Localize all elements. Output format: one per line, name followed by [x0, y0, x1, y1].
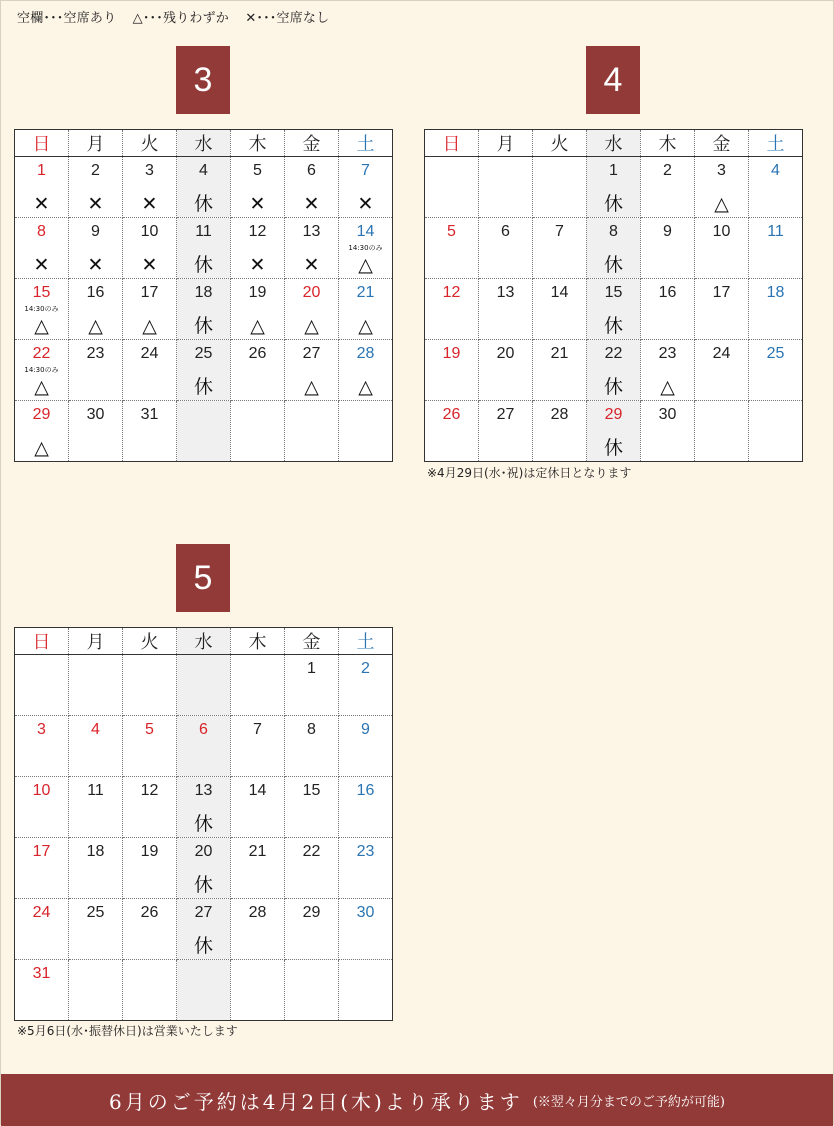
- day-cell: [533, 340, 587, 401]
- weekday-header-row: [15, 130, 393, 157]
- day-cell: [479, 279, 533, 340]
- day-number: 27: [194, 904, 213, 921]
- weekday-header: 水: [587, 130, 641, 157]
- day-number: 22: [604, 345, 623, 362]
- day-number: 2: [91, 162, 100, 179]
- day-cell: [587, 279, 641, 340]
- day-cell: [339, 401, 393, 462]
- week-row: [15, 340, 393, 401]
- full-mark: ✕: [141, 254, 158, 276]
- day-number: 6: [307, 162, 316, 179]
- day-number: 5: [145, 721, 154, 738]
- month-badge-may: 5: [176, 544, 230, 612]
- day-number: 13: [194, 782, 213, 799]
- weekday-header: 火: [123, 130, 177, 157]
- few-seats-mark: △: [660, 376, 675, 398]
- day-cell: [177, 279, 231, 340]
- month-badge-april: 4: [586, 46, 640, 114]
- day-number: 20: [194, 843, 213, 860]
- day-number: 17: [140, 284, 159, 301]
- day-cell: [69, 899, 123, 960]
- day-cell: [479, 218, 533, 279]
- availability-legend: [17, 7, 341, 26]
- full-mark: ✕: [87, 254, 104, 276]
- day-cell: [285, 340, 339, 401]
- day-number: 2: [663, 162, 672, 179]
- day-cell: [425, 340, 479, 401]
- day-cell: [587, 401, 641, 462]
- day-cell: [69, 157, 123, 218]
- full-mark: ✕: [303, 254, 320, 276]
- day-cell: [285, 401, 339, 462]
- legend-full: ✕･･･空席なし: [245, 11, 330, 26]
- day-cell: [231, 218, 285, 279]
- day-number: 28: [550, 406, 569, 423]
- weekday-header: 水: [177, 130, 231, 157]
- day-cell: [695, 401, 749, 462]
- day-number: 13: [302, 223, 321, 240]
- weekday-header: 金: [285, 130, 339, 157]
- day-cell: [123, 899, 177, 960]
- day-cell: [285, 218, 339, 279]
- day-cell: [749, 401, 803, 462]
- full-mark: ✕: [249, 254, 266, 276]
- day-number: 3: [717, 162, 726, 179]
- banner-sub-text: (※翌々月分までのご予約が可能): [532, 1094, 725, 1110]
- day-cell: [285, 777, 339, 838]
- day-cell: [15, 401, 69, 462]
- week-row: [425, 218, 803, 279]
- full-mark: ✕: [357, 193, 374, 215]
- day-cell: [749, 279, 803, 340]
- day-cell: [285, 838, 339, 899]
- weekday-header: 月: [479, 130, 533, 157]
- day-cell: [285, 279, 339, 340]
- full-mark: ✕: [87, 193, 104, 215]
- banner-main-text: 6月のご予約は4月2日(木)より承ります: [109, 1089, 523, 1114]
- weekday-header: 月: [69, 628, 123, 655]
- full-mark: ✕: [303, 193, 320, 215]
- day-cell: [231, 777, 285, 838]
- day-cell: [123, 218, 177, 279]
- day-cell: [15, 899, 69, 960]
- day-number: 7: [555, 223, 564, 240]
- day-cell: [285, 157, 339, 218]
- day-cell: [69, 777, 123, 838]
- day-cell: [231, 157, 285, 218]
- week-row: [425, 401, 803, 462]
- few-seats-mark: △: [304, 376, 319, 398]
- weekday-header: 火: [123, 628, 177, 655]
- day-number: 23: [356, 843, 375, 860]
- day-number: 18: [766, 284, 785, 301]
- day-number: 25: [86, 904, 105, 921]
- day-number: 24: [140, 345, 159, 362]
- few-seats-mark: △: [358, 376, 373, 398]
- weekday-header: 土: [339, 628, 393, 655]
- day-cell: [15, 716, 69, 777]
- day-cell: [285, 960, 339, 1021]
- day-number: 24: [32, 904, 51, 921]
- day-cell: [285, 899, 339, 960]
- day-number: 21: [248, 843, 267, 860]
- day-number: 18: [194, 284, 213, 301]
- closed-mark: 休: [603, 376, 623, 398]
- time-note: 14:30のみ: [24, 366, 59, 374]
- day-number: 30: [356, 904, 375, 921]
- day-cell: [587, 218, 641, 279]
- day-cell: [231, 340, 285, 401]
- day-cell: [695, 340, 749, 401]
- closed-mark: 休: [193, 935, 213, 957]
- day-cell: [479, 340, 533, 401]
- day-cell: [123, 716, 177, 777]
- day-number: 10: [140, 223, 159, 240]
- reservation-banner: [1, 1074, 833, 1126]
- day-number: 8: [609, 223, 618, 240]
- day-number: 10: [32, 782, 51, 799]
- closed-mark: 休: [193, 315, 213, 337]
- day-number: 12: [248, 223, 267, 240]
- day-number: 21: [550, 345, 569, 362]
- week-row: [15, 218, 393, 279]
- few-seats-mark: △: [358, 315, 373, 337]
- closed-mark: 休: [603, 254, 623, 276]
- closed-mark: 休: [193, 254, 213, 276]
- few-seats-mark: △: [34, 437, 49, 459]
- weekday-header: 日: [425, 130, 479, 157]
- day-number: 6: [199, 721, 208, 738]
- weekday-header: 月: [69, 130, 123, 157]
- day-number: 15: [32, 284, 51, 301]
- day-cell: [15, 838, 69, 899]
- day-number: 16: [658, 284, 677, 301]
- few-seats-mark: △: [304, 315, 319, 337]
- day-cell: [425, 279, 479, 340]
- day-cell: [177, 777, 231, 838]
- day-cell: [231, 899, 285, 960]
- day-cell: [177, 716, 231, 777]
- day-cell: [69, 340, 123, 401]
- day-number: 12: [442, 284, 461, 301]
- week-row: [425, 157, 803, 218]
- day-cell: [123, 960, 177, 1021]
- day-number: 25: [194, 345, 213, 362]
- calendar-march: [14, 129, 393, 462]
- few-seats-mark: △: [358, 254, 373, 276]
- day-cell: [641, 279, 695, 340]
- weekday-header-row: [15, 628, 393, 655]
- day-cell: [339, 218, 393, 279]
- day-number: 19: [442, 345, 461, 362]
- day-cell: [69, 716, 123, 777]
- day-cell: [533, 279, 587, 340]
- day-cell: [339, 716, 393, 777]
- day-number: 23: [658, 345, 677, 362]
- day-cell: [587, 157, 641, 218]
- day-number: 11: [767, 223, 784, 240]
- day-cell: [15, 279, 69, 340]
- few-seats-mark: △: [142, 315, 157, 337]
- weekday-header: 土: [749, 130, 803, 157]
- day-number: 25: [766, 345, 785, 362]
- day-number: 26: [140, 904, 159, 921]
- day-cell: [425, 401, 479, 462]
- few-seats-mark: △: [88, 315, 103, 337]
- day-number: 12: [140, 782, 159, 799]
- day-number: 22: [32, 345, 51, 362]
- closed-mark: 休: [603, 193, 623, 215]
- day-number: 8: [37, 223, 46, 240]
- day-number: 28: [248, 904, 267, 921]
- closed-mark: 休: [193, 376, 213, 398]
- day-cell: [123, 157, 177, 218]
- day-cell: [749, 218, 803, 279]
- weekday-header: 日: [15, 130, 69, 157]
- day-number: 11: [87, 782, 104, 799]
- day-number: 4: [91, 721, 100, 738]
- day-cell: [641, 340, 695, 401]
- day-cell: [231, 655, 285, 716]
- full-mark: ✕: [249, 193, 266, 215]
- week-row: [15, 960, 393, 1021]
- calendar-april: [424, 129, 803, 462]
- day-number: 31: [32, 965, 51, 982]
- day-number: 11: [195, 223, 212, 240]
- day-number: 10: [712, 223, 731, 240]
- day-cell: [339, 899, 393, 960]
- time-note: 14:30のみ: [24, 305, 59, 313]
- day-cell: [231, 960, 285, 1021]
- weekday-header: 木: [231, 130, 285, 157]
- weekday-header: 水: [177, 628, 231, 655]
- day-number: 29: [604, 406, 623, 423]
- closed-mark: 休: [193, 813, 213, 835]
- day-cell: [15, 157, 69, 218]
- closed-mark: 休: [193, 874, 213, 896]
- day-number: 30: [86, 406, 105, 423]
- week-row: [425, 279, 803, 340]
- day-number: 1: [37, 162, 46, 179]
- day-number: 15: [604, 284, 623, 301]
- week-row: [15, 157, 393, 218]
- day-number: 4: [199, 162, 208, 179]
- day-cell: [533, 401, 587, 462]
- day-cell: [749, 340, 803, 401]
- day-cell: [695, 218, 749, 279]
- weekday-header: 木: [231, 628, 285, 655]
- day-cell: [123, 279, 177, 340]
- day-cell: [425, 157, 479, 218]
- day-number: 9: [663, 223, 672, 240]
- day-cell: [231, 716, 285, 777]
- day-number: 5: [447, 223, 456, 240]
- day-cell: [123, 340, 177, 401]
- closed-mark: 休: [603, 315, 623, 337]
- day-number: 8: [307, 721, 316, 738]
- day-number: 23: [86, 345, 105, 362]
- day-cell: [339, 777, 393, 838]
- day-number: 27: [302, 345, 321, 362]
- day-number: 24: [712, 345, 731, 362]
- day-cell: [15, 960, 69, 1021]
- day-number: 7: [253, 721, 262, 738]
- day-cell: [339, 279, 393, 340]
- day-cell: [285, 655, 339, 716]
- week-row: [425, 340, 803, 401]
- day-number: 29: [32, 406, 51, 423]
- day-number: 17: [712, 284, 731, 301]
- day-cell: [69, 960, 123, 1021]
- day-cell: [339, 838, 393, 899]
- day-cell: [69, 838, 123, 899]
- week-row: [15, 838, 393, 899]
- day-number: 13: [496, 284, 515, 301]
- day-cell: [641, 218, 695, 279]
- day-cell: [587, 340, 641, 401]
- day-number: 17: [32, 843, 51, 860]
- day-number: 22: [302, 843, 321, 860]
- day-cell: [123, 655, 177, 716]
- day-number: 20: [302, 284, 321, 301]
- weekday-header: 木: [641, 130, 695, 157]
- day-cell: [69, 218, 123, 279]
- day-number: 1: [307, 660, 316, 677]
- full-mark: ✕: [141, 193, 158, 215]
- day-number: 29: [302, 904, 321, 921]
- week-row: [15, 899, 393, 960]
- day-number: 5: [253, 162, 262, 179]
- day-number: 16: [356, 782, 375, 799]
- day-number: 4: [771, 162, 780, 179]
- weekday-header: 土: [339, 130, 393, 157]
- day-cell: [177, 655, 231, 716]
- day-number: 3: [37, 721, 46, 738]
- day-number: 9: [361, 721, 370, 738]
- day-number: 14: [356, 223, 375, 240]
- few-seats-mark: △: [714, 193, 729, 215]
- legend-open: 空欄･･･空席あり: [17, 11, 117, 26]
- day-cell: [749, 157, 803, 218]
- weekday-header: 日: [15, 628, 69, 655]
- day-cell: [177, 401, 231, 462]
- day-cell: [479, 157, 533, 218]
- day-number: 9: [91, 223, 100, 240]
- day-number: 7: [361, 162, 370, 179]
- closed-mark: 休: [603, 437, 623, 459]
- day-cell: [177, 157, 231, 218]
- few-seats-mark: △: [34, 376, 49, 398]
- month-badge-march: 3: [176, 46, 230, 114]
- week-row: [15, 777, 393, 838]
- day-number: 26: [442, 406, 461, 423]
- day-number: 14: [550, 284, 569, 301]
- day-cell: [231, 401, 285, 462]
- day-cell: [231, 838, 285, 899]
- day-number: 3: [145, 162, 154, 179]
- weekday-header-row: [425, 130, 803, 157]
- day-number: 6: [501, 223, 510, 240]
- day-cell: [177, 899, 231, 960]
- day-cell: [177, 218, 231, 279]
- day-number: 31: [140, 406, 159, 423]
- weekday-header: 金: [285, 628, 339, 655]
- day-cell: [231, 279, 285, 340]
- full-mark: ✕: [33, 254, 50, 276]
- day-number: 18: [86, 843, 105, 860]
- day-number: 28: [356, 345, 375, 362]
- day-cell: [15, 340, 69, 401]
- day-cell: [339, 960, 393, 1021]
- day-cell: [123, 777, 177, 838]
- day-cell: [339, 340, 393, 401]
- legend-few: △･･･残りわずか: [132, 11, 229, 26]
- april-footnote: ※4月29日(水･祝)は定休日となります: [427, 466, 632, 480]
- week-row: [15, 716, 393, 777]
- day-cell: [641, 157, 695, 218]
- day-number: 1: [609, 162, 618, 179]
- day-cell: [177, 960, 231, 1021]
- day-number: 20: [496, 345, 515, 362]
- day-cell: [69, 655, 123, 716]
- day-cell: [695, 157, 749, 218]
- day-cell: [339, 655, 393, 716]
- full-mark: ✕: [33, 193, 50, 215]
- day-number: 2: [361, 660, 370, 677]
- day-number: 27: [496, 406, 515, 423]
- day-number: 14: [248, 782, 267, 799]
- day-cell: [69, 279, 123, 340]
- day-number: 26: [248, 345, 267, 362]
- day-cell: [479, 401, 533, 462]
- day-number: 16: [86, 284, 105, 301]
- week-row: [15, 401, 393, 462]
- week-row: [15, 279, 393, 340]
- day-cell: [123, 838, 177, 899]
- may-footnote: ※5月6日(水･振替休日)は営業いたします: [17, 1024, 238, 1038]
- day-number: 21: [356, 284, 375, 301]
- day-cell: [533, 157, 587, 218]
- few-seats-mark: △: [250, 315, 265, 337]
- day-cell: [339, 157, 393, 218]
- closed-mark: 休: [193, 193, 213, 215]
- day-cell: [15, 655, 69, 716]
- day-cell: [425, 218, 479, 279]
- day-cell: [15, 777, 69, 838]
- day-number: 19: [248, 284, 267, 301]
- few-seats-mark: △: [34, 315, 49, 337]
- day-cell: [69, 401, 123, 462]
- week-row: [15, 655, 393, 716]
- time-note: 14:30のみ: [348, 244, 383, 252]
- day-number: 30: [658, 406, 677, 423]
- weekday-header: 金: [695, 130, 749, 157]
- weekday-header: 火: [533, 130, 587, 157]
- day-number: 19: [140, 843, 159, 860]
- day-number: 15: [302, 782, 321, 799]
- day-cell: [177, 340, 231, 401]
- day-cell: [695, 279, 749, 340]
- calendar-may: [14, 627, 393, 1021]
- day-cell: [285, 716, 339, 777]
- day-cell: [123, 401, 177, 462]
- day-cell: [177, 838, 231, 899]
- day-cell: [641, 401, 695, 462]
- day-cell: [15, 218, 69, 279]
- day-cell: [533, 218, 587, 279]
